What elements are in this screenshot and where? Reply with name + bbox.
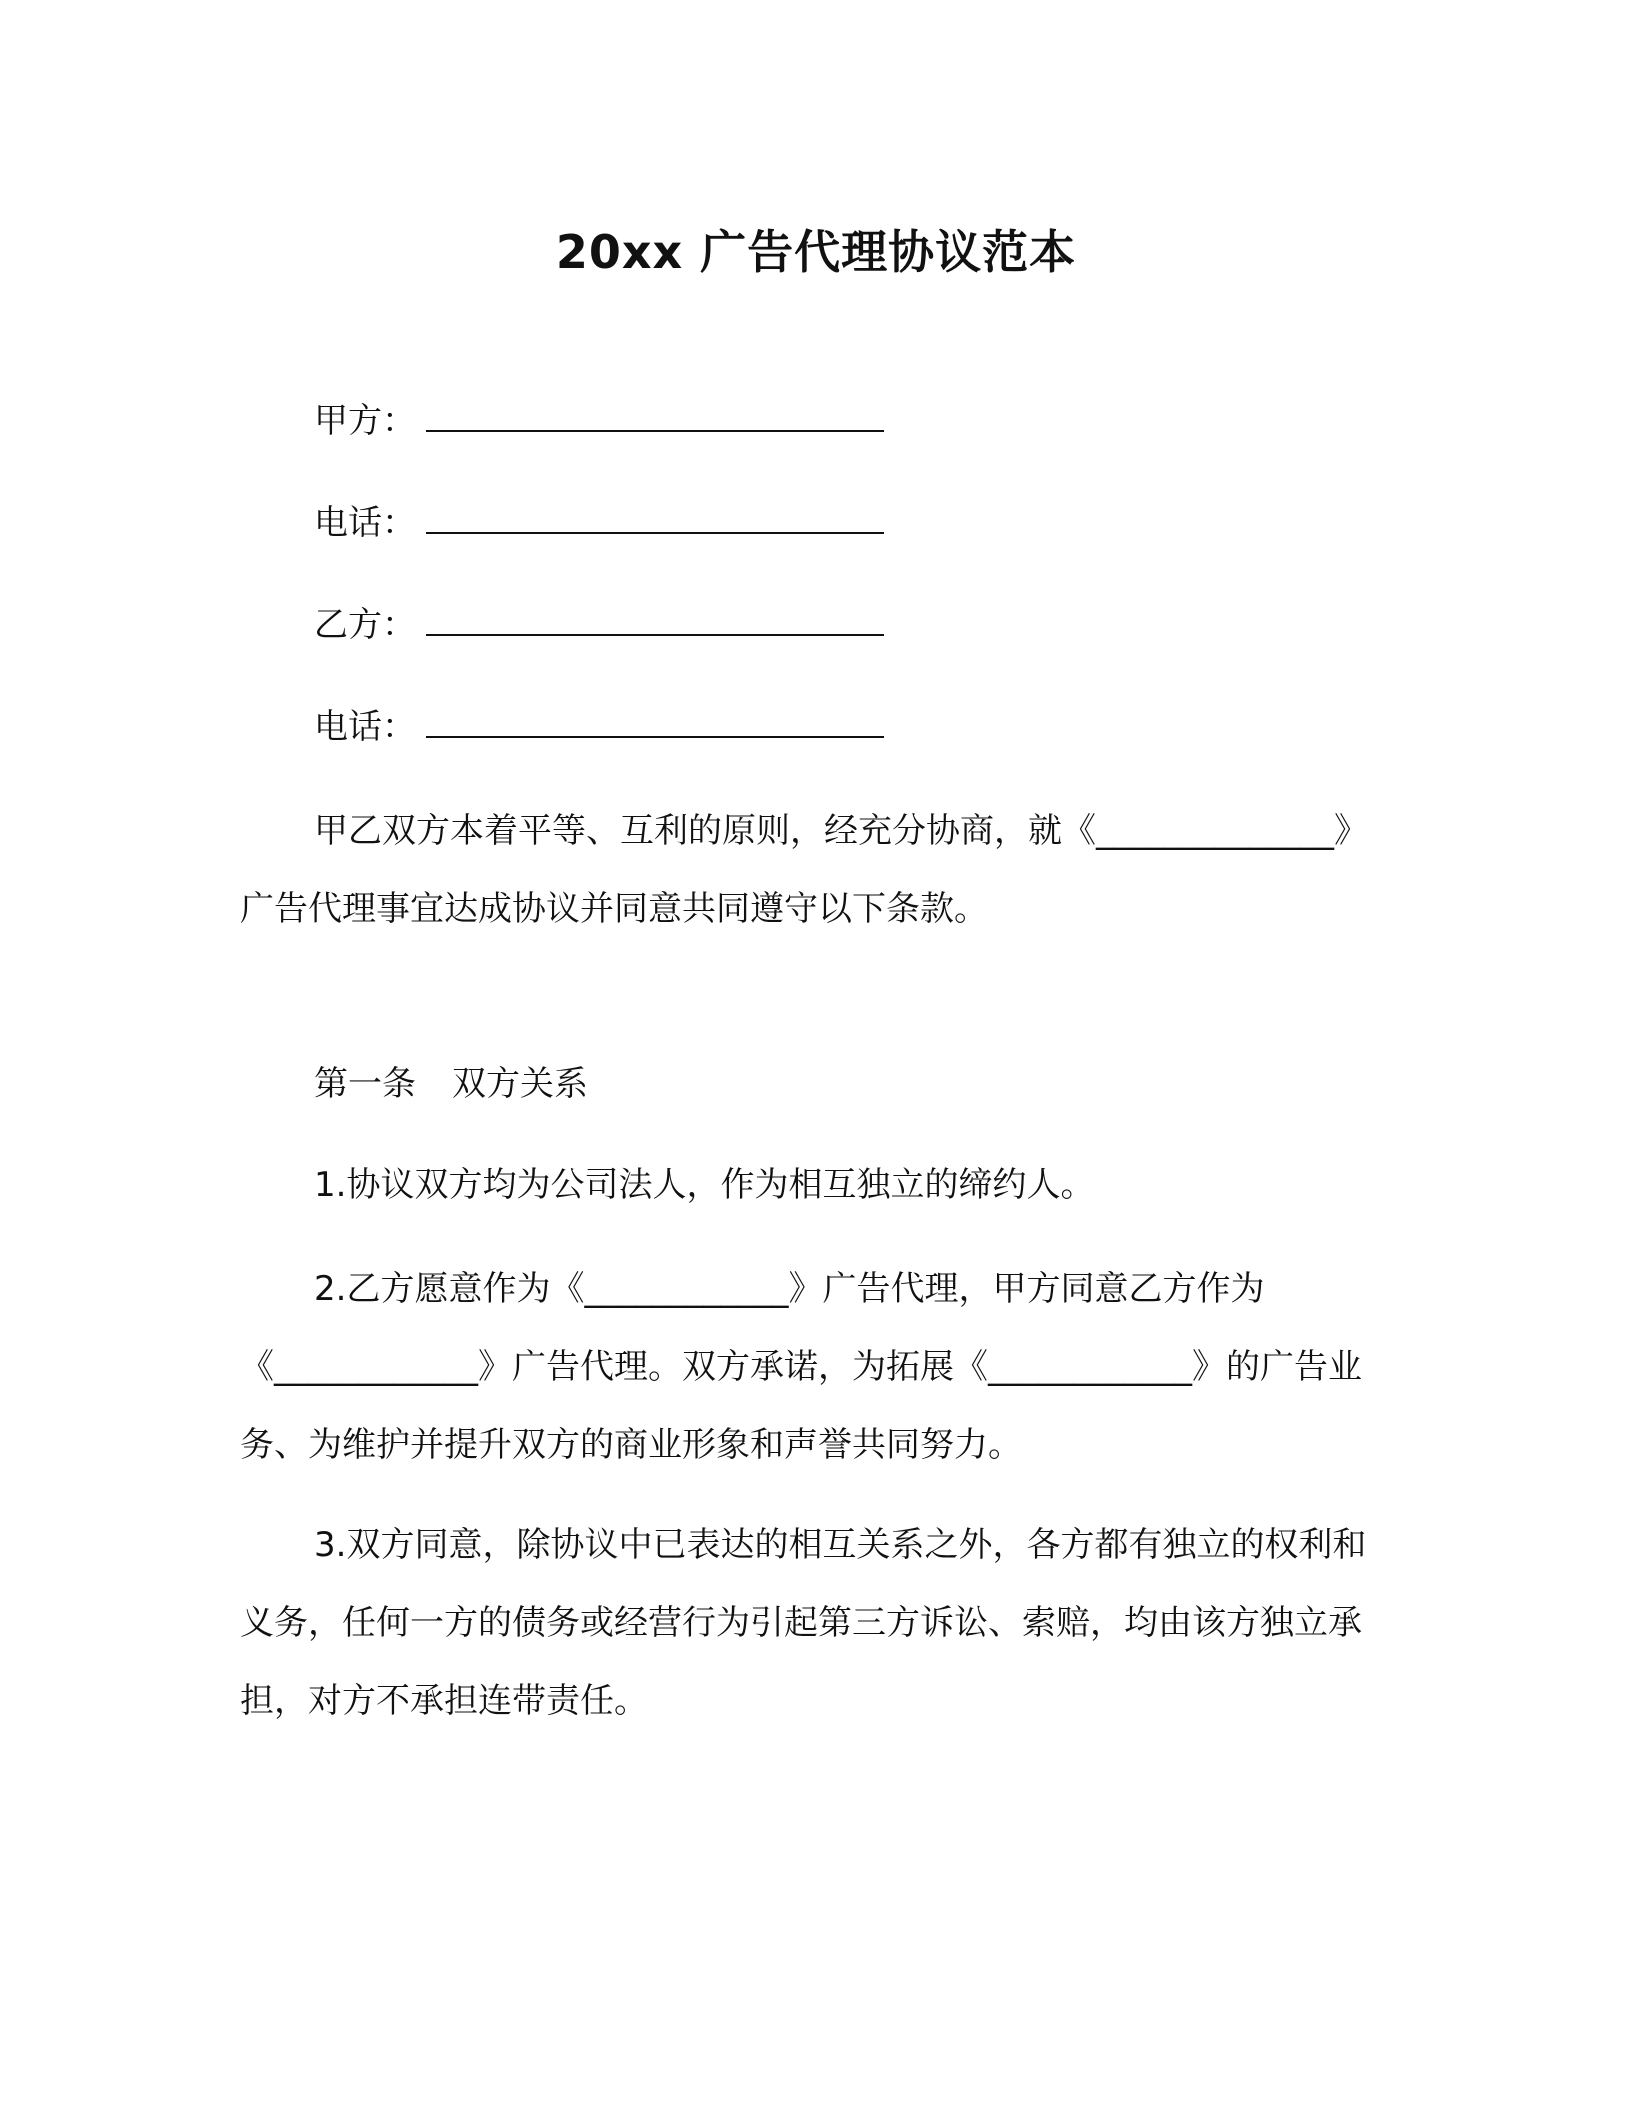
party-b-phone-label: 电话： [314, 707, 416, 747]
party-b-phone-blank [426, 702, 884, 738]
article-1-title: 双方关系 [452, 1064, 588, 1104]
clause-3: 3.双方同意，除协议中已表达的相互关系之外，各方都有独立的权利和义务，任何一方的债务或经营行为引起第三方诉讼、索赔，均由该方独立承担，对方不承担连带责任。 [240, 1525, 1367, 1721]
article-1-number: 第一条 [314, 1064, 416, 1104]
party-b-phone-field [314, 702, 884, 751]
clause-2: 2.乙方愿意作为《____________》广告代理，甲方同意乙方作为《____________》广告代理。双方承诺，为拓展《____________》的广告业务、为维护并提升双方的商业形象和声誉共同努力。 [240, 1269, 1362, 1465]
party-a-field [314, 396, 884, 445]
intro-paragraph: 甲乙双方本着平等、互利的原则，经充分协商，就《______________》广告代理事宜达成协议并同意共同遵守以下条款。 [240, 811, 1368, 929]
party-a-phone-label: 电话： [314, 503, 416, 543]
party-a-label: 甲方： [314, 401, 416, 441]
party-a-phone-field [314, 498, 884, 547]
clause-1: 1.协议双方均为公司法人，作为相互独立的缔约人。 [314, 1165, 1095, 1205]
party-b-field [314, 600, 884, 649]
party-b-label: 乙方： [314, 605, 416, 645]
party-a-blank [426, 396, 884, 432]
document-title: 20xx 广告代理协议范本 [555, 225, 1077, 279]
article-1-heading [314, 1060, 588, 1108]
party-b-blank [426, 600, 884, 636]
party-a-phone-blank [426, 498, 884, 534]
